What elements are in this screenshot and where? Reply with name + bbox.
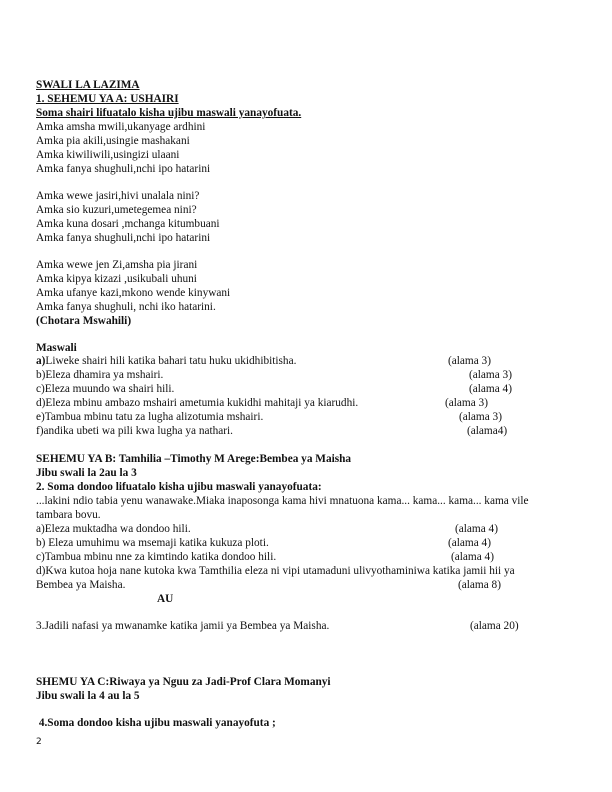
section-c-choice: Jibu swali la 4 au la 5	[36, 690, 140, 702]
poem-line: Amka kuna dosari ,mchanga kitumbuani	[36, 218, 220, 230]
excerpt-line: ...lakini ndio tabia yenu wanawake.Miaka inaposonga kama hivi mnatuona kama... kama... kama... kama vile	[36, 495, 529, 507]
question-text: Liweke shairi hili katika bahari tatu huku ukidhibitisha.	[45, 355, 297, 367]
question-label: a)	[36, 355, 46, 367]
question-e	[36, 410, 263, 424]
marks: (alama4)	[467, 425, 508, 437]
poem-line: Amka fanya shughuli,nchi ipo hatarini	[36, 232, 211, 244]
question-b	[36, 368, 163, 382]
poem-line: Amka pia akili,usingie mashakani	[36, 135, 190, 147]
poem-line: Amka fanya shughuli,nchi ipo hatarini	[36, 163, 211, 175]
section-c-heading: SHEMU YA C:Riwaya ya Nguu za Jadi-Prof Clara Momanyi	[36, 676, 331, 688]
exam-title: SWALI LA LAZIMA	[36, 79, 140, 91]
question-label: e)	[36, 411, 45, 423]
marks: (alama 4)	[451, 551, 494, 563]
section-a-heading: 1. SEHEMU YA A: USHAIRI	[36, 93, 179, 105]
q4-instruction: 4.Soma dondoo kisha ujibu maswali yanayofuta ;	[36, 717, 276, 729]
poem-line: Amka amsha mwili,ukanyage ardhini	[36, 121, 206, 133]
marks: (alama 4)	[469, 383, 512, 395]
q2-question-d: d)Kwa kutoa hoja nane kutoka kwa Tamthilia eleza ni vipi utamaduni ulivyothaminiwa katika jamii hii ya	[36, 565, 515, 577]
question-text: andika ubeti wa pili kwa lugha ya nathari.	[43, 425, 234, 437]
question-a	[36, 354, 296, 368]
question-text: Eleza muundo wa shairi hili.	[44, 383, 175, 395]
poem-author: (Chotara Mswahili)	[36, 315, 132, 327]
question-label: f)	[36, 425, 44, 437]
section-a-instruction: Soma shairi lifuatalo kisha ujibu maswali yanayofuata.	[36, 107, 302, 119]
question-c	[36, 382, 174, 396]
section-b-heading: SEHEMU YA B: Tamhilia –Timothy M Arege:Bembea ya Maisha	[36, 453, 352, 465]
marks: (alama 3)	[448, 355, 491, 367]
poem-line: Amka kipya kizazi ,usikubali uhuni	[36, 273, 197, 285]
marks: (alama 20)	[470, 620, 519, 632]
poem-line: Amka fanya shughuli, nchi iko hatarini.	[36, 301, 216, 313]
section-b-choice: Jibu swali la 2au la 3	[36, 467, 137, 479]
poem-line: Amka ufanye kazi,mkono wende kinywani	[36, 287, 231, 299]
q2-question-b: b) Eleza umuhimu wa msemaji katika kukuza ploti.	[36, 537, 269, 549]
q2-question-a: a)Eleza muktadha wa dondoo hili.	[36, 523, 191, 535]
questions-heading: Maswali	[36, 342, 77, 354]
excerpt-line: tambara bovu.	[36, 509, 101, 521]
marks: (alama 4)	[455, 523, 498, 535]
poem-line: Amka wewe jasiri,hivi unalala nini?	[36, 190, 200, 202]
q2-instruction: 2. Soma dondoo lifuatalo kisha ujibu maswali yanayofuata:	[36, 481, 322, 493]
poem-line: Amka sio kuzuri,umetegemea nini?	[36, 204, 197, 216]
or-label: AU	[157, 593, 174, 605]
poem-line: Amka wewe jen Zi,amsha pia jirani	[36, 259, 198, 271]
marks: (alama 3)	[469, 369, 512, 381]
marks: (alama 3)	[445, 397, 488, 409]
question-text: Tambua mbinu tatu za lugha alizotumia mshairi.	[44, 411, 264, 423]
poem-line: Amka kiwiliwili,usingizi ulaani	[36, 149, 180, 161]
marks: (alama 3)	[459, 411, 502, 423]
marks: (alama 4)	[448, 537, 491, 549]
question-text: Eleza dhamira ya mshairi.	[45, 369, 164, 381]
question-label: c)	[36, 383, 45, 395]
q3-text: 3.Jadili nafasi ya mwanamke katika jamii ya Bembea ya Maisha.	[36, 620, 330, 632]
question-label: b)	[36, 369, 46, 381]
question-text: Eleza mbinu ambazo mshairi ametumia kukidhi mahitaji ya kiarudhi.	[45, 397, 359, 409]
marks: (alama 8)	[458, 579, 501, 591]
q2-question-d-cont: Bembea ya Maisha.	[36, 579, 126, 591]
page-number: 2	[36, 737, 42, 747]
question-f	[36, 424, 233, 438]
question-label: d)	[36, 397, 46, 409]
q2-question-c: c)Tambua mbinu nne za kimtindo katika dondoo hili.	[36, 551, 277, 563]
question-d	[36, 396, 358, 410]
